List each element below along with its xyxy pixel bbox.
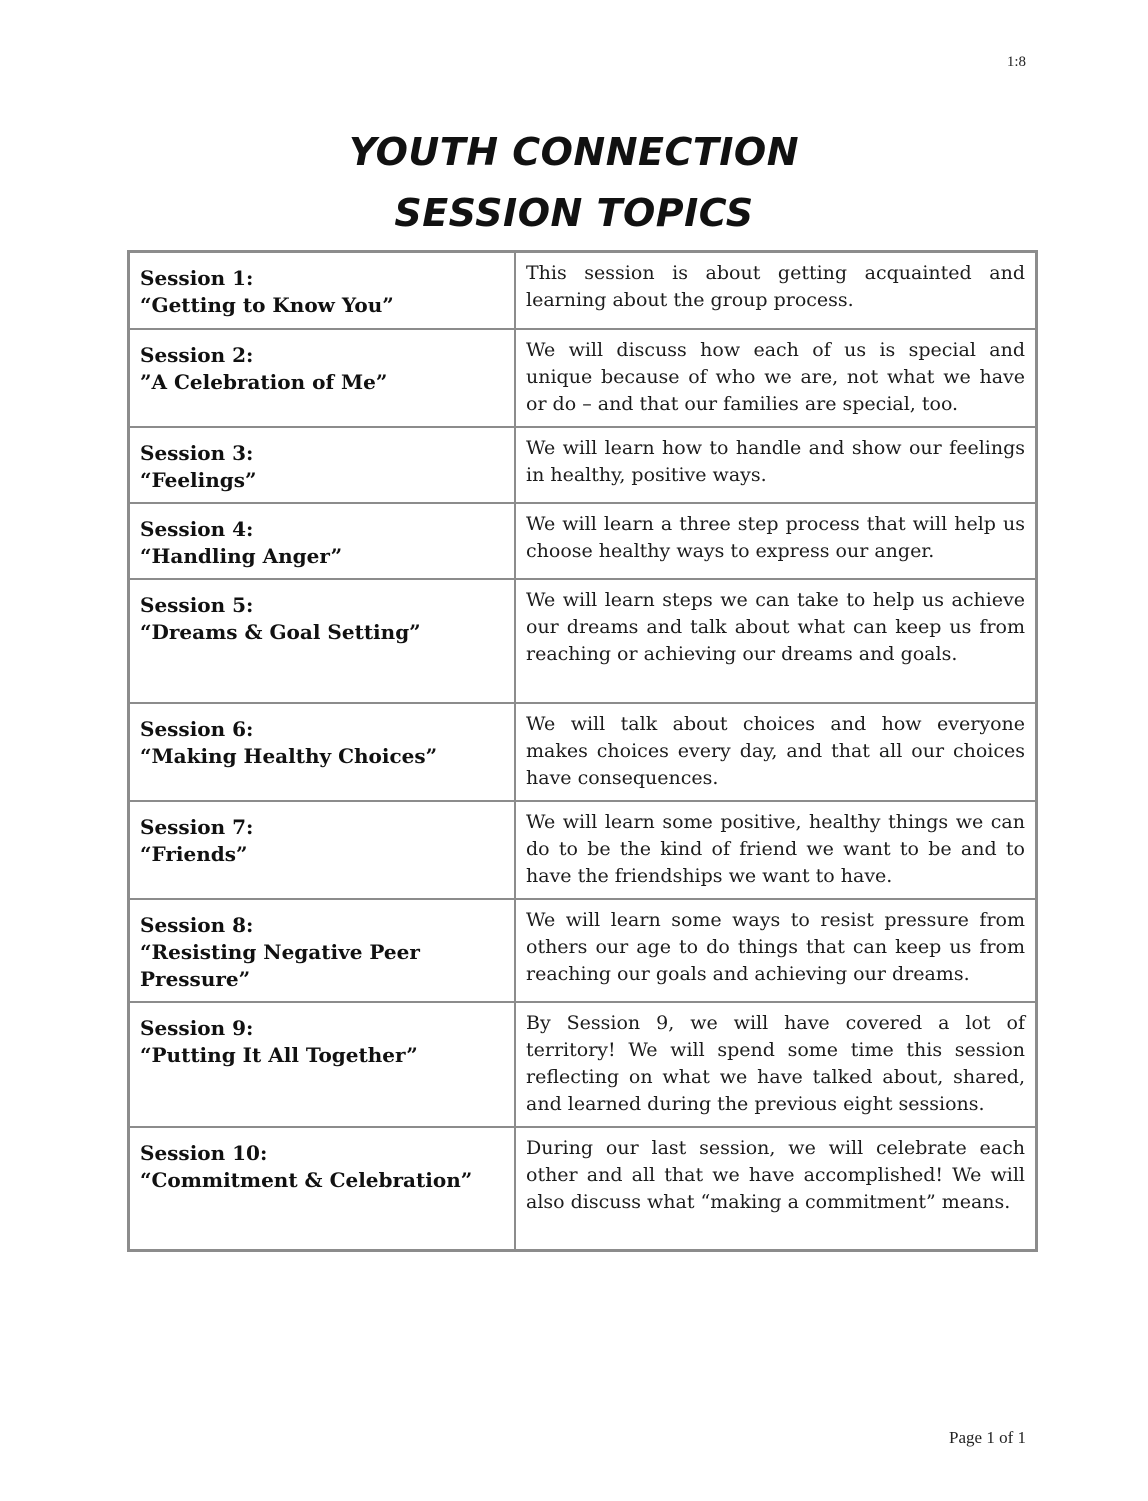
- session-description: We will learn some ways to resist pressure from others our age to do things that can keep us from reaching our goals and achieving our dreams.: [515, 899, 1037, 1002]
- session-number: Session 4:: [140, 516, 254, 541]
- session-number: Session 6:: [140, 716, 254, 741]
- session-number: Session 3:: [140, 440, 254, 465]
- session-topics-table: [127, 250, 1038, 1252]
- session-description: We will learn a three step process that will help us choose healthy ways to express our anger.: [515, 503, 1037, 579]
- table-row: [129, 1127, 1037, 1251]
- session-name: ”A Celebration of Me”: [140, 369, 388, 394]
- session-title-cell: [129, 503, 516, 579]
- document-title: [0, 122, 1148, 244]
- session-title-cell: [129, 703, 516, 801]
- table-row: [129, 703, 1037, 801]
- session-title-cell: [129, 1002, 516, 1127]
- session-description: We will talk about choices and how everyone makes choices every day, and that all our choices have consequences.: [515, 703, 1037, 801]
- session-name: “Friends”: [140, 841, 248, 866]
- session-title-cell: [129, 1127, 516, 1251]
- session-title-cell: [129, 899, 516, 1002]
- table-row: [129, 329, 1037, 427]
- session-name: “Dreams & Goal Setting”: [140, 619, 421, 644]
- session-number: Session 7:: [140, 814, 254, 839]
- session-number: Session 10:: [140, 1140, 268, 1165]
- session-description: By Session 9, we will have covered a lot of territory! We will spend some time this session reflecting on what we have talked about, shared, and learned during the previous eight sessions.: [515, 1002, 1037, 1127]
- table-row: [129, 503, 1037, 579]
- session-title-cell: [129, 252, 516, 329]
- session-number: Session 9:: [140, 1015, 254, 1040]
- session-name: “Putting It All Together”: [140, 1042, 418, 1067]
- page-footer: Page 1 of 1: [949, 1428, 1026, 1447]
- table-row: [129, 579, 1037, 703]
- title-line-1: YOUTH CONNECTION: [348, 130, 800, 174]
- table-row: [129, 252, 1037, 329]
- table-row: [129, 801, 1037, 899]
- page-code: 1:8: [1006, 54, 1026, 70]
- session-name: “Commitment & Celebration”: [140, 1167, 473, 1192]
- table-row: [129, 427, 1037, 503]
- session-description: We will learn some positive, healthy things we can do to be the kind of friend we want to be and to have the friendships we want to have.: [515, 801, 1037, 899]
- table-row: [129, 899, 1037, 1002]
- session-number: Session 5:: [140, 592, 254, 617]
- session-number: Session 1:: [140, 266, 254, 290]
- session-description: We will learn how to handle and show our feelings in healthy, positive ways.: [515, 427, 1037, 503]
- session-description: This session is about getting acquainted and learning about the group process.: [515, 252, 1037, 329]
- session-title-cell: [129, 329, 516, 427]
- table-row: [129, 1002, 1037, 1127]
- session-name: “Making Healthy Choices”: [140, 743, 438, 768]
- session-name: “Feelings”: [140, 467, 257, 492]
- session-number: Session 2:: [140, 342, 254, 367]
- session-description: During our last session, we will celebrate each other and all that we have accomplished! We will also discuss what “making a commitment” means.: [515, 1127, 1037, 1251]
- title-line-2: SESSION TOPICS: [394, 191, 754, 235]
- session-title-cell: [129, 427, 516, 503]
- session-name: “Getting to Know You”: [140, 293, 394, 317]
- session-name: “Resisting Negative Peer Pressure”: [140, 939, 420, 991]
- session-name: “Handling Anger”: [140, 543, 343, 568]
- session-title-cell: [129, 579, 516, 703]
- session-title-cell: [129, 801, 516, 899]
- session-description: We will learn steps we can take to help us achieve our dreams and talk about what can keep us from reaching or achieving our dreams and goals.: [515, 579, 1037, 703]
- session-number: Session 8:: [140, 912, 254, 937]
- session-description: We will discuss how each of us is special and unique because of who we are, not what we have or do – and that our families are special, too.: [515, 329, 1037, 427]
